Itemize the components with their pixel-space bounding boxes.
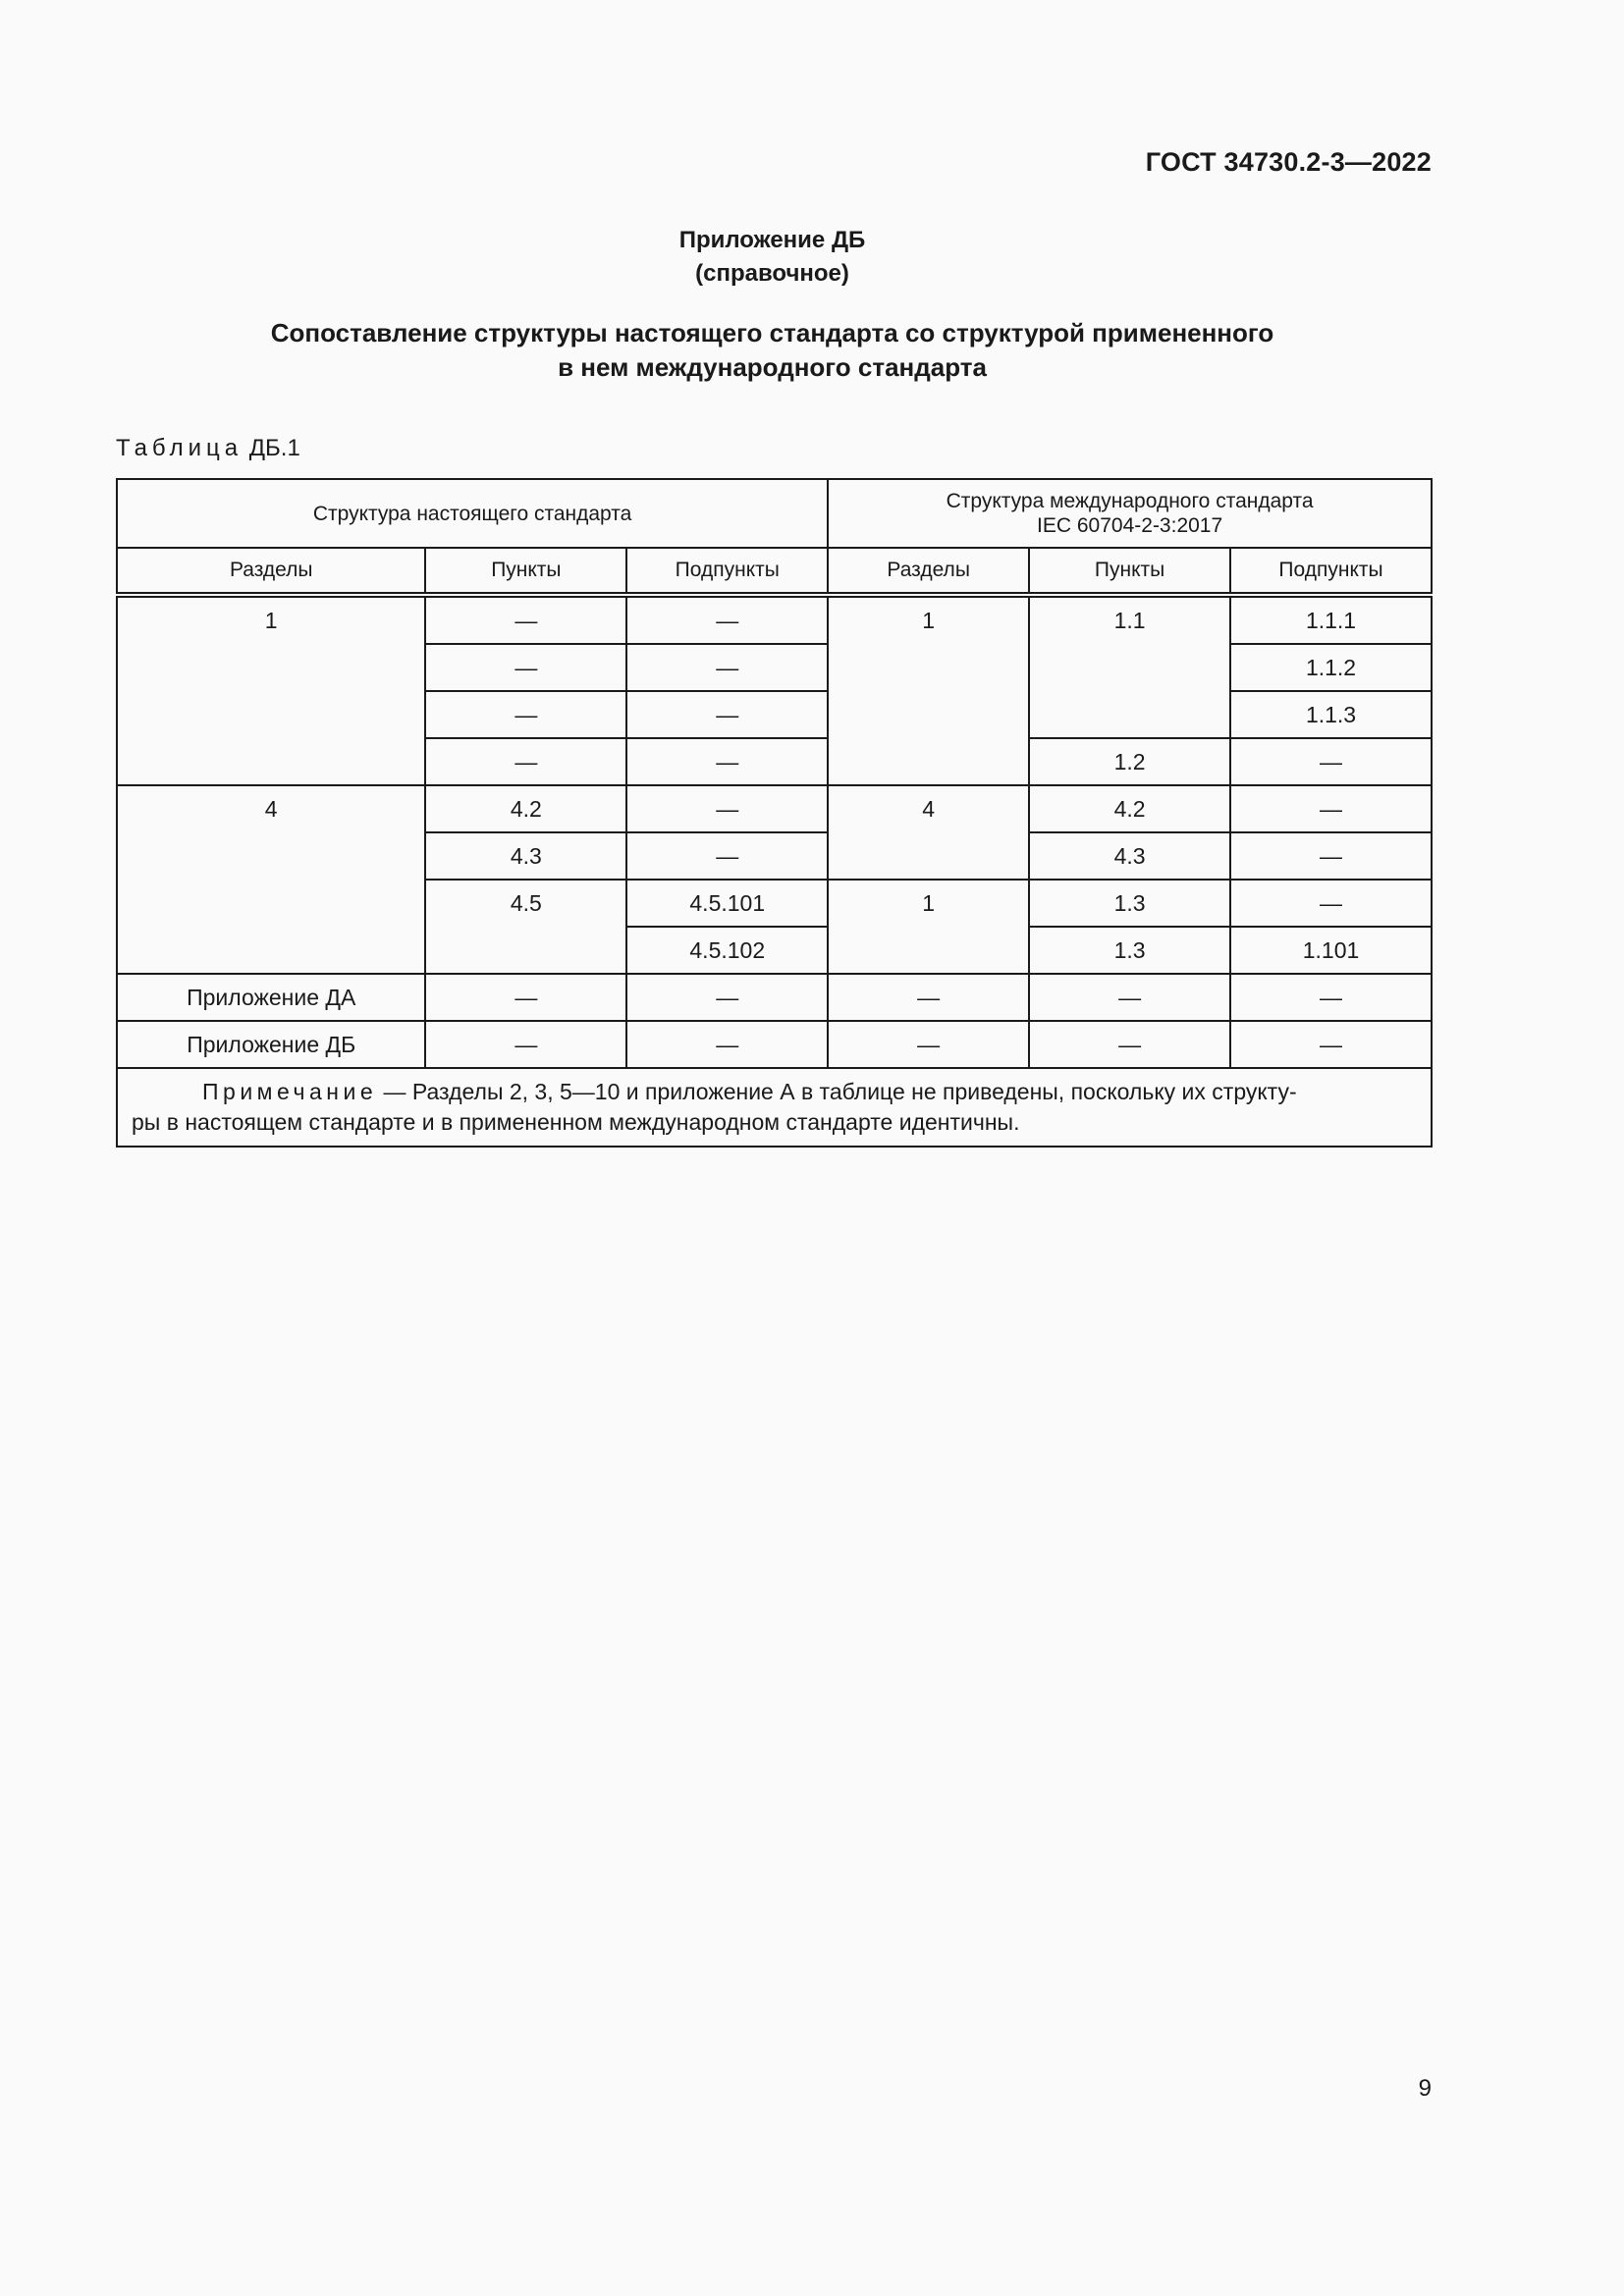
table-cell: —	[425, 644, 626, 691]
table-cell: 1.3	[1029, 880, 1230, 927]
table-cell: 4.3	[1029, 832, 1230, 880]
table-cell: 1.1	[1029, 595, 1230, 738]
note-text-line1: Разделы 2, 3, 5—10 и приложение А в таблице не приведены, поскольку их структу-	[411, 1079, 1297, 1104]
table-cell: —	[828, 974, 1029, 1021]
table-cell: 1.2	[1029, 738, 1230, 785]
table-cell: 4	[117, 785, 425, 974]
table-cell: 4.5.101	[626, 880, 828, 927]
table-row	[117, 1021, 1432, 1068]
table-cell: Приложение ДБ	[117, 1021, 425, 1068]
table-note	[117, 1068, 1432, 1147]
comparison-table	[116, 478, 1433, 1148]
note-dash: —	[377, 1079, 412, 1104]
column-header: Разделы	[117, 548, 425, 595]
table-row	[117, 595, 1432, 644]
table-cell: 1.1.2	[1230, 644, 1432, 691]
table-cell: —	[425, 738, 626, 785]
table-cell: 4.5.102	[626, 927, 828, 974]
table-cell: —	[425, 974, 626, 1021]
column-header: Пункты	[425, 548, 626, 595]
table-row	[117, 974, 1432, 1021]
table-cell: 4.3	[425, 832, 626, 880]
appendix-title: Приложение ДБ	[678, 227, 866, 253]
table-cell: —	[1230, 880, 1432, 927]
table-label-number: ДБ.1	[248, 435, 300, 461]
table-cell: —	[1029, 1021, 1230, 1068]
table-cell: —	[626, 644, 828, 691]
table-column-header-row	[117, 548, 1432, 595]
table-cell: —	[425, 1021, 626, 1068]
appendix-subtitle: (справочное)	[695, 260, 849, 287]
column-header: Пункты	[1029, 548, 1230, 595]
note-line1	[132, 1077, 1417, 1107]
table-cell: —	[1230, 785, 1432, 832]
table-cell: 4.2	[425, 785, 626, 832]
table-cell: —	[626, 1021, 828, 1068]
table-cell: —	[1230, 1021, 1432, 1068]
page-title	[0, 316, 1544, 385]
table-label-word: Таблица	[116, 435, 244, 461]
page-title-line1: Сопоставление структуры настоящего стандарта со структурой примененного	[270, 318, 1274, 347]
table-cell: —	[626, 785, 828, 832]
column-header: Подпункты	[1230, 548, 1432, 595]
international-header-line2: IEC 60704-2-3:2017	[1037, 514, 1223, 537]
national-structure-header: Структура настоящего стандарта	[117, 479, 828, 548]
table-cell: —	[626, 691, 828, 738]
column-header: Подпункты	[626, 548, 828, 595]
page-title-line2: в нем международного стандарта	[558, 352, 987, 382]
table-cell: Приложение ДА	[117, 974, 425, 1021]
table-cell: —	[626, 595, 828, 644]
note-label: Примечание	[202, 1079, 378, 1104]
appendix-heading	[0, 224, 1544, 291]
international-header-line1: Структура международного стандарта	[946, 490, 1314, 512]
table-cell: 1.101	[1230, 927, 1432, 974]
table-cell: —	[1230, 974, 1432, 1021]
page-number: 9	[1418, 2075, 1432, 2102]
table-cell: —	[626, 738, 828, 785]
table-cell: 1	[117, 595, 425, 785]
table-cell: —	[626, 974, 828, 1021]
table-cell: 1.1.3	[1230, 691, 1432, 738]
table-row	[117, 785, 1432, 832]
international-structure-header	[828, 479, 1432, 548]
column-header: Разделы	[828, 548, 1029, 595]
table-cell: —	[1230, 738, 1432, 785]
table-cell: 1	[828, 880, 1029, 974]
table-cell: 4	[828, 785, 1029, 880]
table-cell: —	[1230, 832, 1432, 880]
document-code: ГОСТ 34730.2-3—2022	[1145, 147, 1432, 177]
table-cell: 4.5	[425, 880, 626, 974]
table-cell: 4.2	[1029, 785, 1230, 832]
table-cell: —	[1029, 974, 1230, 1021]
table-cell: 1.3	[1029, 927, 1230, 974]
table-note-row	[117, 1068, 1432, 1147]
table-cell: 1	[828, 595, 1029, 785]
note-text-line2: ры в настоящем стандарте и в примененном международном стандарте идентичны.	[132, 1109, 1020, 1135]
table-cell: —	[425, 595, 626, 644]
table-cell: 1.1.1	[1230, 595, 1432, 644]
table-cell: —	[425, 691, 626, 738]
table-label	[116, 435, 300, 462]
table-cell: —	[626, 832, 828, 880]
table-cell: —	[828, 1021, 1029, 1068]
table-group-header-row	[117, 479, 1432, 548]
